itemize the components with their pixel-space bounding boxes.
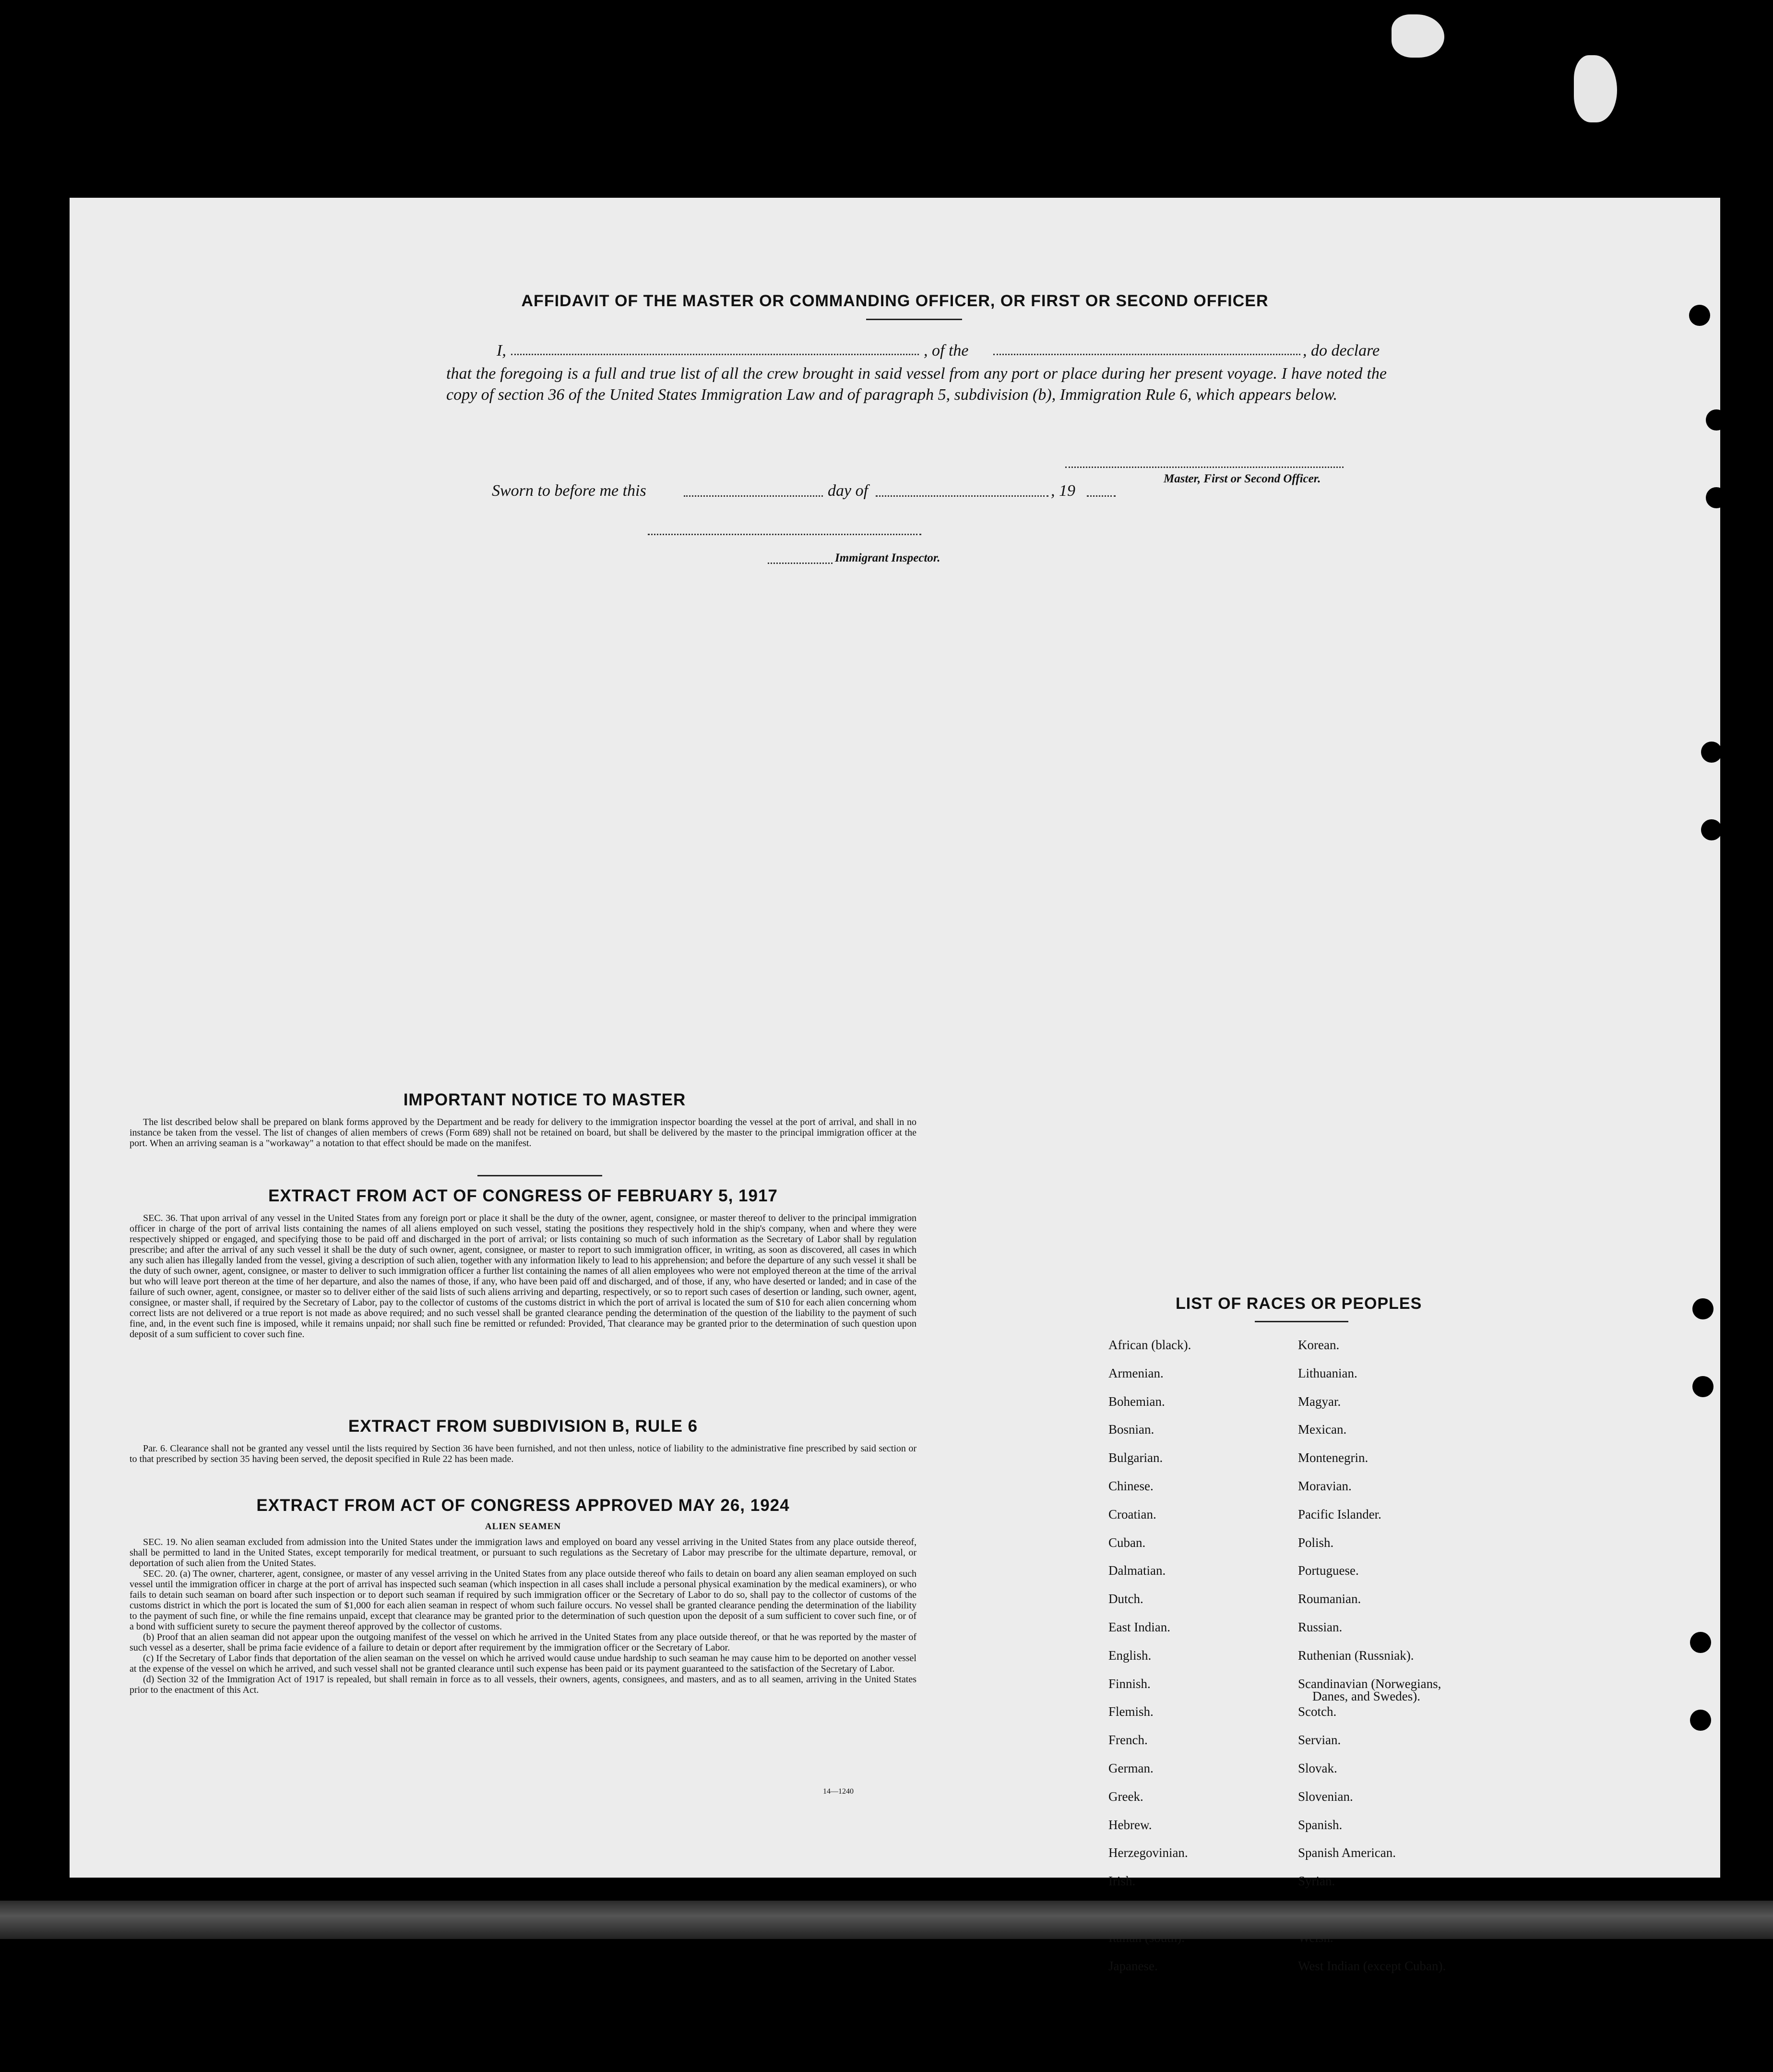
- race-item-right: West Indian (except Cuban).: [1298, 1959, 1446, 1973]
- race-item-right: Portuguese.: [1298, 1563, 1359, 1578]
- race-item-right: Scandinavian (Norwegians,: [1298, 1677, 1441, 1691]
- sworn-date-blank[interactable]: [684, 495, 823, 497]
- sworn-year-blank[interactable]: [1087, 495, 1116, 497]
- race-item-right: Mexican.: [1298, 1422, 1347, 1437]
- inspector-signature-line[interactable]: [648, 534, 921, 535]
- race-item-left: Chinese.: [1108, 1479, 1154, 1493]
- race-item-right: Russian.: [1298, 1620, 1343, 1634]
- binder-hole: [1706, 487, 1727, 508]
- title-divider: [866, 319, 962, 320]
- sec19-text: SEC. 19. No alien seaman excluded from admission into the United States under the immigration laws and employed on board any vessel arriving in the United States from any place outside thereof, shall be permitted to land in the United States, except temporarily for medical treatment, or pursuant to such regulations as the Secretary of Labor may prescribe for the ultimate departure, removal, or deportation of such alien from the United States.: [130, 1537, 916, 1569]
- torn-fragment: [1574, 55, 1617, 122]
- race-item-left: African (black).: [1108, 1338, 1191, 1352]
- race-item-right: Korean.: [1298, 1338, 1340, 1352]
- sec20a-text: SEC. 20. (a) The owner, charterer, agent, consignee, or master of any vessel arriving in the United States from any place outside thereof who fails to detain on board any alien seaman employed on such vessel until the immigration officer in charge at the port of arrival has inspected such seaman (which inspection in all cases shall include a personal physical examination by the medical examiners), or who fails to detain such seaman on board after such inspection or to deport such seaman if required by such immigration officer or the Secretary of Labor to do so, shall pay to the collector of customs of the customs district in which the port is located the sum of $1,000 for each alien seaman in respect of whom such failure occurs. No vessel shall be granted clearance pending the determination of the liability to the payment of such fine, or while the fine remains unpaid, except that clearance may be granted prior to the determination of such question upon the deposit of a sum sufficient to cover such fine, or of a bond with sufficient surety to secure the payment thereof approved by the collector of customs.: [130, 1569, 916, 1632]
- race-item-left: Dutch.: [1108, 1592, 1143, 1606]
- races-title: LIST OF RACES OR PEOPLES: [1176, 1294, 1422, 1313]
- race-item-right: Pacific Islander.: [1298, 1507, 1381, 1521]
- inspector-label: Immigrant Inspector.: [835, 551, 940, 564]
- master-label: Master, First or Second Officer.: [1164, 472, 1321, 485]
- extract-1924-body: [130, 1537, 916, 1695]
- notice-text: The list described below shall be prepared on blank forms approved by the Department and be ready for delivery to the immigration inspector boarding the vessel at the port of arrival, and shall in no instance be taken from the vessel. The list of changes of alien members of crews (Form 689) shall not be retained on board, but shall be delivered by the master to the principal immigration officer at the port. When an arriving seaman is a "workaway" a notation to that effect should be made on the manifest.: [130, 1117, 916, 1149]
- race-item-right: Moravian.: [1298, 1479, 1352, 1493]
- binder-hole: [1701, 819, 1722, 840]
- race-item-right: Lithuanian.: [1298, 1366, 1357, 1380]
- race-item-left: Croatian.: [1108, 1507, 1156, 1521]
- race-item-left: Japanese.: [1108, 1959, 1158, 1973]
- races-divider: [1255, 1321, 1348, 1322]
- race-item-left: Hebrew.: [1108, 1818, 1152, 1832]
- binder-hole: [1692, 1376, 1714, 1397]
- race-item-right: Spanish American.: [1298, 1845, 1396, 1860]
- race-item-right: Montenegrin.: [1298, 1450, 1368, 1465]
- race-item-left: Irish.: [1108, 1874, 1136, 1888]
- race-item-left: Armenian.: [1108, 1366, 1164, 1380]
- rule6-body: [130, 1443, 916, 1464]
- binder-hole: [1706, 409, 1727, 431]
- torn-fragment: [1392, 14, 1444, 58]
- inspector-prefix-dots: [768, 563, 833, 564]
- notice-title: IMPORTANT NOTICE TO MASTER: [403, 1090, 686, 1109]
- sworn-prefix: Sworn to before me this: [492, 482, 646, 500]
- form-number: 14—1240: [823, 1787, 854, 1796]
- race-item-right: Roumanian.: [1298, 1592, 1361, 1606]
- sec20b-text: (b) Proof that an alien seaman did not appear upon the outgoing manifest of the vessel on which he arrived in the United States from any place outside thereof, or that he was reported by the master of such vessel as a deserter, shall be prima facie evidence of a failure to detain or deport after requirement by the immigration officer or the Secretary of Labor.: [130, 1632, 916, 1653]
- race-item-left: Bosnian.: [1108, 1422, 1154, 1437]
- binder-hole: [1692, 1298, 1714, 1319]
- race-item-right: Scotch.: [1298, 1704, 1337, 1719]
- race-item-left: German.: [1108, 1761, 1154, 1775]
- race-item-left: Cuban.: [1108, 1535, 1146, 1550]
- affidavit-of-the: , of the: [924, 342, 969, 359]
- race-item-right: Magyar.: [1298, 1394, 1341, 1409]
- race-item-left: French.: [1108, 1733, 1148, 1747]
- binder-hole: [1690, 1632, 1711, 1653]
- alien-seamen-subtitle: ALIEN SEAMEN: [485, 1521, 561, 1532]
- race-item-right: Servian.: [1298, 1733, 1341, 1747]
- race-item-right: Ruthenian (Russniak).: [1298, 1648, 1414, 1663]
- sec36-text: SEC. 36. That upon arrival of any vessel in the United States from any foreign port or place it shall be the duty of the owner, agent, consignee, or master thereof to deliver to the principal immigration officer in charge of the port of arrival lists containing the names of all aliens employed on such vessel, stating the positions they respectively hold in the ship's company, when and where they were respectively shipped or engaged, and specifying those to be paid off and discharged in the port of arrival; or lists containing so much of such information as the Secretary of Labor shall by regulation prescribe; and after the arrival of any such vessel it shall be the duty of such owner, agent, consignee, or master to report to such immigration officer, in writing, as soon as discovered, all cases in which any such alien has illegally landed from the vessel, giving a description of such alien, together with any information likely to lead to his apprehension; and before the departure of any such vessel it shall be the duty of such owner, agent, consignee, or master to deliver to such immigration officer a further list containing the names of all alien employees who were not employed thereon at the time of the arrival but who will leave port thereon at the time of her departure, and also the names of those, if any, who have been paid off and discharged, and of those, if any, who have deserted or landed; and in case of the failure of such owner, agent, consignee, or master so to deliver either of the said lists of such aliens arriving and departing, respectively, or so to report such cases of desertion or landing, such owner, agent, consignee, or master shall, if required by the Secretary of Labor, pay to the collector of customs of the customs district in which the port of arrival is located the sum of $10 for each alien concerning whom correct lists are not delivered or a true report is not made as above required; and no such vessel shall be granted clearance pending the determination of the question of the liability to the payment of such fine, and, in the event such fine is imposed, while it remains unpaid; nor shall such fine be remitted or refunded: Provided, That clearance may be granted prior to the determination of such question upon deposit of a sum sufficient to cover such fine.: [130, 1213, 916, 1340]
- affidavit-i: I,: [497, 342, 506, 359]
- sworn-day-of: day of: [828, 482, 869, 500]
- notice-body: [130, 1117, 916, 1149]
- master-signature-line[interactable]: [1065, 467, 1344, 468]
- rule6-title: EXTRACT FROM SUBDIVISION B, RULE 6: [348, 1417, 698, 1436]
- race-item-left: Flemish.: [1108, 1704, 1154, 1719]
- affidavit-title: AFFIDAVIT OF THE MASTER OR COMMANDING OFFICER, OR FIRST OR SECOND OFFICER: [521, 292, 1269, 310]
- race-item-left: English.: [1108, 1648, 1152, 1663]
- binder-hole: [1689, 305, 1710, 326]
- race-item-right: Slovenian.: [1298, 1789, 1353, 1804]
- race-item-right: Slovak.: [1298, 1761, 1337, 1775]
- divider-1: [477, 1175, 602, 1176]
- extract-1917-title: EXTRACT FROM ACT OF CONGRESS OF FEBRUARY 5, 1917: [268, 1186, 778, 1205]
- extract-1924-title: EXTRACT FROM ACT OF CONGRESS APPROVED MAY 26, 1924: [256, 1496, 790, 1515]
- sec20d-text: (d) Section 32 of the Immigration Act of 1917 is repealed, but shall remain in force as to all vessels, their owners, agents, consignees, and masters, and as to all seamen, arriving in the United States prior to the enactment of this Act.: [130, 1674, 916, 1695]
- race-item-left: Bohemian.: [1108, 1394, 1165, 1409]
- vessel-blank[interactable]: [993, 354, 1300, 355]
- binder-hole: [1690, 1710, 1711, 1731]
- par6-text: Par. 6. Clearance shall not be granted any vessel until the lists required by Section 36 have been furnished, and not then unless, notice of liability to the administrative fine prescribed by said section or to that prescribed by section 35 having been served, the deposit specified in Rule 22 has been made.: [130, 1443, 916, 1464]
- race-item-right: Spanish.: [1298, 1818, 1343, 1832]
- race-item-left: Herzegovinian.: [1108, 1845, 1188, 1860]
- affidavit-declare: , do declare: [1303, 342, 1380, 359]
- race-item-left: Greek.: [1108, 1789, 1143, 1804]
- race-item-right: Syrian.: [1298, 1874, 1335, 1888]
- race-item-left: East Indian.: [1108, 1620, 1170, 1634]
- race-item-left: Dalmatian.: [1108, 1563, 1166, 1578]
- sworn-year: , 19: [1051, 482, 1075, 500]
- affidavit-body: that the foregoing is a full and true list of all the crew brought in said vessel from any port or place during her present voyage. I have noted the copy of section 36 of the United States Immigration Law and of paragraph 5, subdivision (b), Immigration Rule 6, which appears below.: [446, 365, 1387, 404]
- document-page: [70, 198, 1720, 1973]
- race-item-left: Bulgarian.: [1108, 1450, 1163, 1465]
- race-scandinavian-continued: Danes, and Swedes).: [1312, 1689, 1420, 1703]
- name-blank[interactable]: [511, 354, 919, 355]
- extract-1917-body: [130, 1213, 916, 1340]
- race-item-left: Finnish.: [1108, 1677, 1151, 1691]
- scan-edge-strip: [0, 1901, 1773, 1939]
- binder-hole: [1701, 742, 1722, 763]
- race-item-right: Polish.: [1298, 1535, 1334, 1550]
- sworn-month-blank[interactable]: [876, 495, 1048, 497]
- sec20c-text: (c) If the Secretary of Labor finds that deportation of the alien seaman on the vessel on which he arrived would cause undue hardship to such seaman he may cause him to be deported on another vessel at the expense of the vessel on which he arrived, and such vessel shall not be granted clearance until such expense has been paid or its payment guaranteed to the satisfaction of the Secretary of Labor.: [130, 1653, 916, 1674]
